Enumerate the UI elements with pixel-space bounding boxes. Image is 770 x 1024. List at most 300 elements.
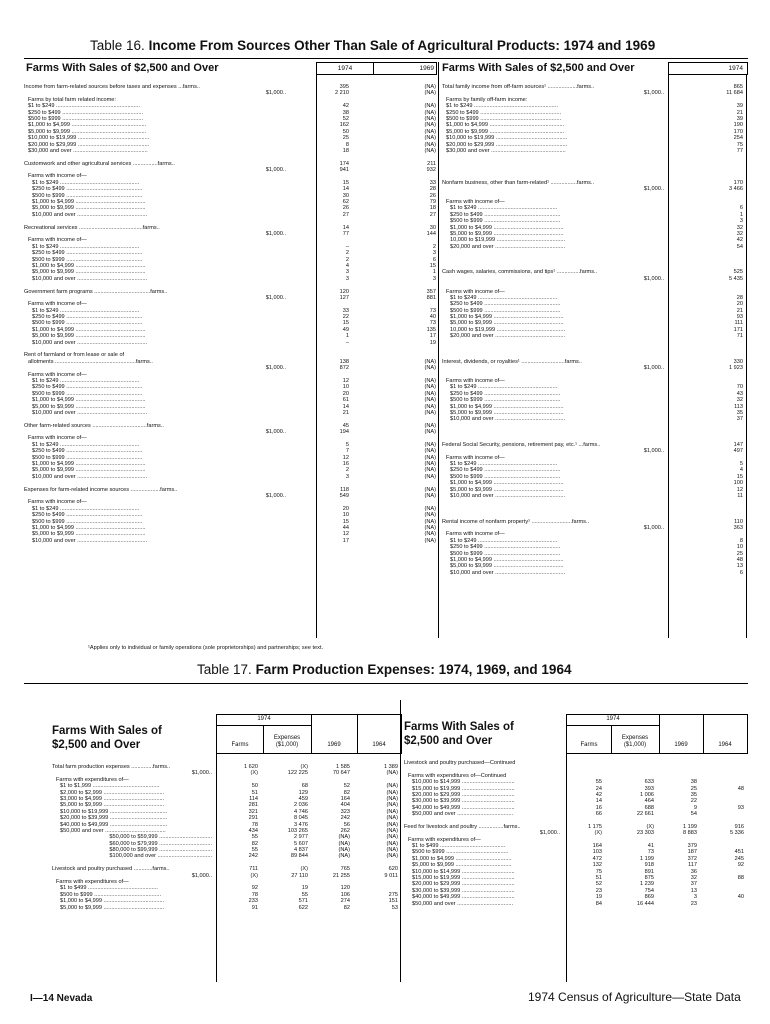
- cell-1974: 21: [736, 307, 743, 314]
- cell-1974: 395: [339, 84, 349, 90]
- table16-right-edge: [746, 74, 747, 638]
- cell-farms: 321: [248, 808, 258, 815]
- row-label: Farms with income of—: [28, 173, 87, 180]
- cell-1974: 5: [345, 441, 349, 448]
- table16-col-1974-right: 1974: [668, 62, 748, 75]
- cell-1969: 26: [429, 192, 436, 199]
- row-label: Farms with expenditures of—: [56, 776, 129, 783]
- row-label: $1 to $499 .............................................: [60, 885, 158, 892]
- cell-1974: 33: [342, 307, 349, 314]
- row-label: $5,000 to $9,999 .............................................: [32, 403, 146, 410]
- cell-1974: 35: [736, 409, 743, 416]
- cell-expenses: (X): [300, 764, 308, 770]
- cell-1969: (NA): [338, 847, 350, 854]
- cell-1969: (NA): [424, 358, 436, 365]
- row-label: Total farm production expenses ..............farms..: [52, 764, 171, 770]
- cell-1964: (NA): [386, 815, 398, 822]
- row-label: $1 to $249 ...................................................: [32, 441, 140, 448]
- cell-1969: 73: [429, 320, 436, 327]
- cell-farms: 233: [248, 898, 258, 905]
- cell-expenses: 27 110: [291, 872, 308, 879]
- cell-1974: 111: [734, 320, 743, 327]
- cell-1969: 15: [429, 262, 436, 269]
- row-label: Farms with income of—: [28, 301, 87, 308]
- cell-expenses: 688: [644, 804, 654, 811]
- row-label: $5,000 to $9,999 .............................................: [450, 320, 564, 327]
- cell-expenses: 68: [301, 783, 308, 790]
- cell-expenses: 891: [644, 868, 654, 875]
- cell-1974: 43: [736, 390, 743, 397]
- cell-1974: 171: [733, 326, 743, 333]
- row-label: $1,000 to $4,999 .............................................: [450, 224, 564, 231]
- cell-1974: 3: [345, 473, 349, 480]
- cell-1969: (NA): [424, 422, 436, 429]
- cell-1964: 93: [737, 804, 744, 811]
- cell-1969: 2: [432, 243, 436, 250]
- cell-1974: 21: [736, 109, 743, 116]
- cell-1969: 23: [690, 900, 697, 907]
- cell-1964: (NA): [386, 834, 398, 841]
- cell-expenses: 3 476: [294, 821, 308, 828]
- row-label: $1 to $249 ...................................................: [32, 505, 140, 512]
- cell-1969: 82: [343, 904, 350, 911]
- cell-1974: 2 210: [335, 90, 349, 97]
- cell-1974: 10: [736, 544, 743, 551]
- cell-farms: 55: [251, 847, 258, 854]
- row-label: $1,000..: [265, 365, 286, 372]
- cell-1974: 363: [733, 524, 743, 531]
- cell-1974: 54: [736, 243, 743, 250]
- row-label: $20,000 to $29,999 ..............................................: [446, 141, 568, 148]
- row-label: Farms with income of—: [28, 435, 87, 442]
- cell-1974: 8: [345, 141, 349, 148]
- row-label: $1 to $249 ...................................................: [32, 179, 140, 186]
- cell-1974: 22: [342, 314, 349, 321]
- row-label: Other farm-related sources ...................................farms..: [24, 422, 164, 429]
- cell-1974: 100: [733, 480, 743, 487]
- cell-1969: (NA): [424, 531, 436, 538]
- cell-1974: 44: [342, 524, 349, 531]
- row-label: $60,000 to $79,999 ..................................: [109, 840, 212, 847]
- cell-1974: 25: [736, 550, 743, 557]
- cell-1969: 242: [340, 815, 350, 822]
- cell-farms: 1 620: [244, 764, 258, 770]
- cell-1974: 20: [736, 301, 743, 308]
- cell-1969: (NA): [424, 429, 436, 436]
- row-label: Farms with income of—: [446, 377, 505, 384]
- cell-expenses: 73: [647, 849, 654, 856]
- row-label: $1,000..: [643, 365, 664, 372]
- row-label: $1,000..: [265, 294, 286, 301]
- row-label: $250 to $499 .................................................: [450, 211, 561, 218]
- row-label: $10,000 to $19,999 ..............................................: [446, 135, 568, 142]
- cell-1964: (NA): [386, 827, 398, 834]
- cell-1974: 20: [342, 505, 349, 512]
- cell-1974: 32: [736, 224, 743, 231]
- cell-1974: 26: [342, 205, 349, 212]
- cell-farms: 78: [251, 821, 258, 828]
- cell-1969: 106: [340, 891, 350, 898]
- cell-1974: 2: [345, 256, 349, 263]
- table17-title: [197, 662, 571, 677]
- row-label: $1,000..: [265, 429, 286, 436]
- row-label: $80,000 to $99,999 ..................................: [109, 847, 212, 854]
- row-label: $1,000 to $4,999 .............................................: [450, 403, 564, 410]
- row-label: $1,000..: [265, 493, 286, 499]
- cell-1974: 5 435: [729, 275, 743, 282]
- row-label: $1 to $249 ...................................................: [450, 537, 558, 544]
- table16-divider: [438, 62, 439, 638]
- row-label: $5,000 to $9,999 .............................................: [32, 333, 146, 340]
- cell-1974: 13: [736, 563, 743, 570]
- cell-1969: 262: [340, 827, 350, 834]
- cell-1964: 916: [734, 823, 744, 830]
- table16-footnote: ¹Applies only to individual or family operations (sole proprietorships) and partnerships; see text.: [88, 645, 324, 651]
- cell-farms: 1 175: [588, 823, 602, 830]
- cell-1974: –: [345, 243, 349, 250]
- cell-1974: 25: [342, 135, 349, 142]
- cell-1974: 3 466: [729, 186, 743, 193]
- cell-1974: 12: [736, 486, 743, 493]
- row-label: $1 to $249 ...................................................: [450, 294, 558, 301]
- cell-1969: 3: [432, 250, 436, 257]
- cell-1964: (NA): [386, 783, 398, 790]
- cell-farms: 242: [248, 853, 258, 860]
- cell-farms: 114: [249, 795, 258, 802]
- cell-1969: 372: [687, 855, 697, 862]
- cell-1969: 881: [426, 294, 436, 301]
- cell-1974: 15: [736, 473, 743, 480]
- cell-farms: 66: [595, 811, 602, 818]
- cell-1974: 2: [345, 467, 349, 474]
- row-label: $1 to $249 ...................................................: [450, 384, 558, 391]
- row-label: $1 to $1,999 ...........................................: [60, 783, 160, 790]
- row-label: Farms with expenditures of—: [56, 879, 129, 886]
- table16-left-rows: [24, 84, 438, 544]
- table17-right-header: Farms With Sales of $2,500 and Over: [404, 721, 514, 747]
- row-label: $5,000 to $9,999 .............................................: [32, 467, 146, 474]
- cell-1969: (NA): [424, 524, 436, 531]
- cell-1964: 92: [737, 862, 744, 869]
- row-label: $250 to $499 .................................................: [450, 301, 561, 308]
- cell-1974: 941: [339, 167, 349, 174]
- row-label: Interest, dividends, or royalties¹ ............................farms..: [442, 358, 582, 365]
- cell-1974: 27: [342, 211, 349, 218]
- row-label: $1,000..: [191, 872, 212, 879]
- row-label: $10,000 and over .............................................: [32, 339, 148, 346]
- cell-1974: 1: [739, 211, 743, 218]
- cell-expenses: 41: [647, 843, 654, 850]
- row-label: $1 to $499 ..........................................: [412, 843, 506, 850]
- row-label: $2,000 to $2,999 .......................................: [60, 789, 165, 796]
- cell-1969: (NA): [424, 448, 436, 455]
- cell-1964: (NA): [386, 795, 398, 802]
- row-label: Government farm programs ....................................farms..: [24, 288, 168, 295]
- cell-1974: 3: [739, 218, 743, 225]
- row-label: $500 to $999 .................................................: [32, 454, 143, 461]
- cell-1974: 93: [736, 314, 743, 321]
- cell-1974: 15: [342, 518, 349, 525]
- row-label: Income from farm-related sources before taxes and expenses ...farms..: [24, 84, 200, 90]
- cell-1969: 25: [690, 785, 697, 792]
- cell-1969: (NA): [424, 461, 436, 468]
- row-label: $1 to $249 ......................................................: [446, 103, 558, 110]
- table16-title: [90, 38, 655, 53]
- cell-1969: (NA): [424, 397, 436, 404]
- row-label: $500 to $999 .................................................: [450, 218, 561, 225]
- cell-1974: 113: [734, 403, 743, 410]
- cell-1974: 4: [739, 467, 743, 474]
- row-label: $500 to $999 .................................................: [32, 256, 143, 263]
- cell-expenses: 633: [644, 779, 654, 786]
- cell-1974: 7: [345, 448, 349, 455]
- table-row: [442, 570, 744, 576]
- cell-farms: 75: [595, 868, 602, 875]
- cell-expenses: 4 746: [294, 808, 308, 815]
- row-label: $10,000 to $14,999 ..................................: [412, 779, 515, 786]
- cell-1969: 164: [340, 795, 350, 802]
- cell-1969: 32: [690, 875, 697, 882]
- cell-1969: (NA): [424, 128, 436, 135]
- cell-1974: 162: [339, 122, 349, 129]
- row-label: $30,000 and over ................................................: [446, 147, 566, 154]
- cell-farms: 51: [595, 875, 602, 882]
- row-label: $1,000..: [643, 524, 664, 531]
- cell-1969: 1 585: [336, 764, 350, 770]
- cell-1969: (NA): [424, 122, 436, 129]
- table16-title-text: Income From Sources Other Than Sale of Agricultural Products: 1974 and 1969: [148, 38, 656, 53]
- cell-1969: 8 883: [683, 830, 697, 837]
- table16-right-header: Farms With Sales of $2,500 and Over: [442, 62, 635, 74]
- cell-1964: (NA): [386, 821, 398, 828]
- row-label: $40,000 to $49,999 ..................................: [412, 894, 515, 901]
- row-label: $1,000..: [265, 90, 286, 97]
- cell-expenses: 1 199: [640, 855, 654, 862]
- cell-1969: 1: [432, 269, 436, 276]
- cell-1969: 17: [429, 333, 436, 340]
- cell-1974: 45: [342, 422, 349, 429]
- cell-1974: 42: [736, 237, 743, 244]
- cell-1964: 245: [734, 855, 744, 862]
- cell-1969: 56: [343, 821, 350, 828]
- cell-1964: (NA): [386, 789, 398, 796]
- row-label: $1,000 to $4,999 .............................................: [450, 556, 564, 563]
- row-label: Farms with income of—: [446, 288, 505, 295]
- cell-farms: 55: [251, 834, 258, 841]
- row-label: $30,000 and over ................................................: [28, 147, 148, 154]
- cell-expenses: 459: [298, 795, 308, 802]
- table17-right-rows: [404, 760, 746, 907]
- row-label: $10,000 and over .............................................: [32, 409, 148, 416]
- cell-1974: 10: [342, 384, 349, 391]
- row-label: $500 to $999 ....................................................: [28, 115, 144, 122]
- cell-farms: 281: [248, 802, 258, 809]
- row-label: $1,000..: [643, 90, 664, 97]
- row-label: $10,000 and over .............................................: [450, 569, 566, 576]
- row-label: $1,000 to $4,999 .............................................: [32, 262, 146, 269]
- row-label: $1,000..: [643, 448, 664, 455]
- cell-expenses: 393: [644, 785, 654, 792]
- cell-1974: 70: [736, 384, 743, 391]
- cell-expenses: 55: [301, 891, 308, 898]
- row-label: $1,000..: [265, 167, 286, 174]
- cell-1969: 187: [687, 849, 697, 856]
- row-label: $20,000 and over .............................................: [450, 243, 566, 250]
- row-label: $250 to $499 .................................................: [32, 512, 143, 519]
- row-label: $1,000 to $4,999 .............................................: [32, 524, 146, 531]
- row-label: $10,000 to $19,999 ..............................................: [28, 135, 150, 142]
- row-label: Farms by family off-farm income:: [446, 96, 528, 103]
- cell-1974: 12: [342, 531, 349, 538]
- cell-farms: 55: [595, 779, 602, 786]
- row-label: $20,000 to $29,999 ..................................: [412, 881, 515, 888]
- page-number: I—14 Nevada: [30, 993, 93, 1004]
- row-label: $50,000 to $59,999 ..................................: [109, 834, 212, 841]
- row-label: $5,000 to $9,999 ................................................: [28, 128, 147, 135]
- cell-1974: 865: [733, 84, 743, 90]
- cell-1969: (NA): [424, 147, 436, 154]
- cell-farms: 78: [251, 891, 258, 898]
- cell-farms: 472: [592, 855, 602, 862]
- cell-1969: (NA): [424, 390, 436, 397]
- cell-1969: 274: [340, 898, 350, 905]
- row-label: Cash wages, salaries, commissions, and tips¹ ...............farms..: [442, 269, 598, 276]
- cell-farms: 16: [595, 804, 602, 811]
- cell-1969: 211: [427, 160, 436, 167]
- cell-farms: (X): [250, 770, 258, 777]
- cell-1974: 17: [342, 537, 349, 544]
- cell-expenses: 122 225: [287, 770, 308, 777]
- cell-1974: 49: [342, 326, 349, 333]
- cell-1974: 42: [342, 103, 349, 110]
- cell-1969: 932: [426, 167, 436, 174]
- cell-1969: 6: [432, 256, 436, 263]
- cell-1969: 82: [343, 789, 350, 796]
- row-label: $30,000 to $39,999 ..................................: [412, 798, 515, 805]
- cell-farms: 434: [248, 827, 258, 834]
- cell-1974: 39: [736, 115, 743, 122]
- cell-1969: 117: [688, 862, 697, 869]
- row-label: $100,000 and over ...................................: [109, 853, 212, 860]
- cell-farms: 14: [595, 798, 602, 805]
- cell-1974: 18: [342, 147, 349, 154]
- row-label: $40,000 to $49,999 .....................................: [60, 821, 168, 828]
- cell-expenses: 19: [301, 885, 308, 892]
- table16-left-header: Farms With Sales of $2,500 and Over: [26, 62, 219, 74]
- cell-1974: 5: [739, 461, 743, 468]
- cell-1969: (NA): [424, 512, 436, 519]
- cell-1969: 73: [429, 307, 436, 314]
- cell-1969: (NA): [424, 84, 436, 90]
- cell-1969: 18: [429, 205, 436, 212]
- cell-farms: 711: [249, 866, 258, 873]
- cell-1969: 52: [343, 783, 350, 790]
- row-label: $250 to $499 ....................................................: [446, 109, 562, 116]
- cell-1969: 27: [429, 211, 436, 218]
- series-title: 1974 Census of Agriculture—State Data: [528, 990, 741, 1004]
- cell-1974: 62: [342, 199, 349, 206]
- row-label: Farms with income of—: [446, 454, 505, 461]
- row-label: $50,000 and over ....................................: [412, 811, 514, 818]
- row-label: $5,000 to $9,999 .............................................: [32, 269, 146, 276]
- table17-left-rows: [52, 764, 398, 911]
- cell-1969: 79: [429, 199, 436, 206]
- row-label: Nonfarm business, other than farm-related¹ .................farms..: [442, 179, 595, 186]
- cell-1964: 9 011: [384, 872, 398, 879]
- row-label: $5,000 to $9,999 .............................................: [450, 563, 564, 570]
- row-label: $10,000 and over .............................................: [32, 275, 148, 282]
- cell-1974: 118: [340, 486, 349, 493]
- row-label: $1,000..: [539, 830, 560, 837]
- row-label: $20,000 to $29,999 ..................................: [412, 791, 515, 798]
- cell-farms: 132: [592, 862, 602, 869]
- cell-1974: 254: [733, 135, 743, 142]
- cell-1974: 39: [736, 103, 743, 110]
- row-label: $40,000 to $49,999 ..................................: [412, 804, 515, 811]
- row-label: $500 to $999 .................................................: [450, 473, 561, 480]
- cell-1974: 32: [736, 230, 743, 237]
- cell-1974: 147: [733, 441, 743, 448]
- cell-1964: (NA): [386, 840, 398, 847]
- cell-farms: 84: [595, 900, 602, 907]
- row-label: $1 to $249 ...................................................: [32, 243, 140, 250]
- cell-1964: (NA): [386, 770, 398, 777]
- cell-1969: 22: [690, 798, 697, 805]
- cell-1974: 15: [342, 320, 349, 327]
- table17-number: Table 17.: [197, 662, 252, 677]
- cell-1974: –: [345, 339, 349, 346]
- cell-1974: 38: [342, 109, 349, 116]
- cell-1974: 138: [339, 358, 349, 365]
- cell-1969: (NA): [424, 467, 436, 474]
- table-row: [52, 905, 398, 911]
- row-label: Total family income from off-farm sources¹ ...................farms..: [442, 84, 595, 90]
- cell-1974: 6: [739, 205, 743, 212]
- cell-1969: (NA): [338, 834, 350, 841]
- cell-expenses: 5 607: [294, 840, 308, 847]
- cell-1969: 120: [340, 885, 350, 892]
- row-label: Feed for livestock and poultry ................farms..: [404, 823, 521, 830]
- cell-1964: 48: [737, 785, 744, 792]
- row-label: $1,000..: [265, 230, 286, 237]
- cell-1969: (NA): [424, 505, 436, 512]
- cell-farms: (X): [250, 872, 258, 879]
- row-label: $10,000 and over .............................................: [32, 473, 148, 480]
- row-label: Livestock and poultry purchased—Continued: [404, 760, 516, 766]
- cell-1969: (NA): [424, 365, 436, 372]
- row-label: $500 to $999 ...........................................: [60, 891, 162, 898]
- cell-1964: 275: [388, 891, 398, 898]
- cell-1974: 75: [736, 141, 743, 148]
- row-label: $20,000 to $39,999 .....................................: [60, 815, 168, 822]
- cell-1974: 1 923: [729, 365, 743, 372]
- cell-farms: 91: [251, 904, 258, 911]
- cell-1969: 323: [340, 808, 350, 815]
- row-label: $250 to $499 .................................................: [32, 384, 143, 391]
- cell-1974: 12: [342, 454, 349, 461]
- row-label: Livestock and poultry purchased ............farms..: [52, 866, 170, 873]
- cell-expenses: (X): [300, 866, 308, 873]
- table-row: [24, 538, 438, 544]
- cell-expenses: 571: [298, 898, 308, 905]
- cell-1969: (NA): [424, 109, 436, 116]
- cell-1974: 525: [733, 269, 743, 276]
- cell-farms: 51: [251, 789, 258, 796]
- cell-1974: 77: [342, 230, 349, 237]
- row-label: $500 to $999 ....................................................: [446, 115, 562, 122]
- cell-1969: (NA): [424, 384, 436, 391]
- row-label: $1 to $249 ...................................................: [32, 377, 140, 384]
